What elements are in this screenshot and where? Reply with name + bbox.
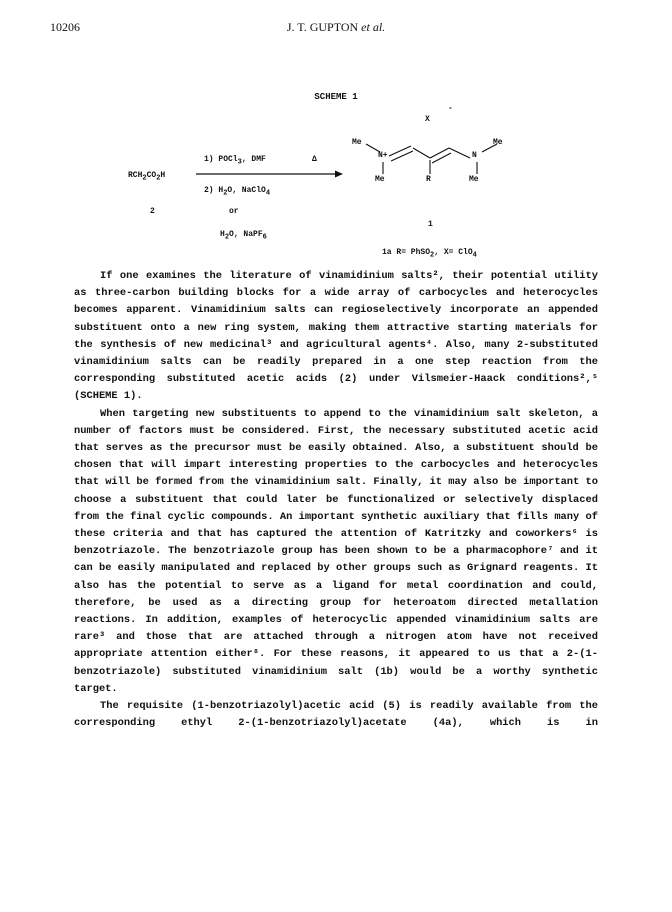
reagent-step3: $H_2O$, NaPF$_6$ (220, 230, 267, 242)
paragraph-2: When targeting new substituents to append to the vinamidinium salt skeleton, a number of factors must be considered. First, the necessary substituted acetic acid that serves as the precursor must be easily obtained. Also, a substituent should be chosen that will impart interesting properties to the carbocycles and heterocycles that will be formed from the vinamidinium salt. Finally, it may also be important to choose a substituent that could later be functionalized or selectively displaced from the final cyclic compounds. An important synthetic auxiliary that fills many of these criteria and that has captured the attention of Katritzky and coworkers⁶ is benzotriazole. The benzotriazole group has been shown to be a pharmacophore⁷ and it can be easily manipulated and replaced by other groups such as Grignard reagents. It also has the potential to serve as a ligand for metal coordination and could, therefore, be used as a directing group for heteroatom directed metallation reactions. In addition, examples of heterocyclic appended vinamidinium salts are rare³ and those that are attached through a nitrogen atom have not received appropriate attention either⁸. For these reasons, it appeared to us that a 2-(1-benzotriazole) substituted vinamidinium salt (1b) would be a worthy synthetic target. (74, 407, 598, 695)
r-group: R (426, 175, 431, 184)
n-atom: N (472, 151, 477, 160)
body-text (74, 268, 598, 732)
c-c-double-bond-1 (430, 148, 449, 158)
reactant-formula: $RCH_2CO_2H$ (128, 171, 166, 183)
heat-symbol: Δ (312, 155, 317, 164)
page-number: 10206 (50, 20, 80, 34)
me-label-top-right: Me (493, 138, 503, 147)
product-number: 1 (428, 220, 433, 229)
reagent-or: or (229, 207, 239, 216)
author-prefix: J. T. G (286, 20, 319, 34)
reactant-number: 2 (150, 207, 155, 216)
c-c-bond (413, 148, 430, 158)
n-c-double-bond-1 (389, 146, 411, 156)
n-plus-atom: N+ (378, 151, 388, 160)
c-n-bond-right (449, 148, 470, 158)
paragraph-3: The requisite (1-benzotriazolyl)acetic acid (5) is readily available from the corresponding ethyl 2-(1-benzotriazolyl)acetate (4a), which is in (74, 700, 598, 730)
counterion-x: X (425, 115, 430, 124)
scheme-title: SCHEME 1 (314, 92, 358, 102)
reaction-arrow-head (335, 171, 343, 178)
author-smallcaps: UPTON (318, 20, 359, 34)
reagent-step2: 2) $H_2O$, NaClO$_4$ (204, 186, 271, 198)
reagent-step1: 1) POCl$_3$, DMF (204, 155, 266, 167)
paragraph-1: If one examines the literature of vinamidinium salts², their potential utility as three-carbon building blocks for a wide array of carbocycles and heterocycles becomes apparent. Vinamidinium salts can regioselectively incorporate an appended substituent onto a new ring system, making them attractive starting materials for the synthesis of new medicinal³ and agricultural agents⁴. Also, many 2-substituted vinamidinium salts can be readily prepared in a one step reaction from the corresponding substituted acetic acids (2) under Vilsmeier-Haack conditions²,⁵ (SCHEME 1). (74, 270, 598, 403)
me-label-top-left: Me (352, 138, 362, 147)
c-c-double-bond-2 (432, 153, 451, 163)
scheme-structure (0, 0, 672, 260)
product-description: 1a R= PhSO$_2$, X= ClO$_4$ (382, 248, 477, 260)
n-c-double-bond-2 (391, 151, 413, 161)
me-label-bottom-right: Me (469, 175, 479, 184)
counterion-minus: - (448, 104, 453, 113)
author-suffix: et al. (358, 20, 386, 34)
me-label-bottom-left: Me (375, 175, 385, 184)
